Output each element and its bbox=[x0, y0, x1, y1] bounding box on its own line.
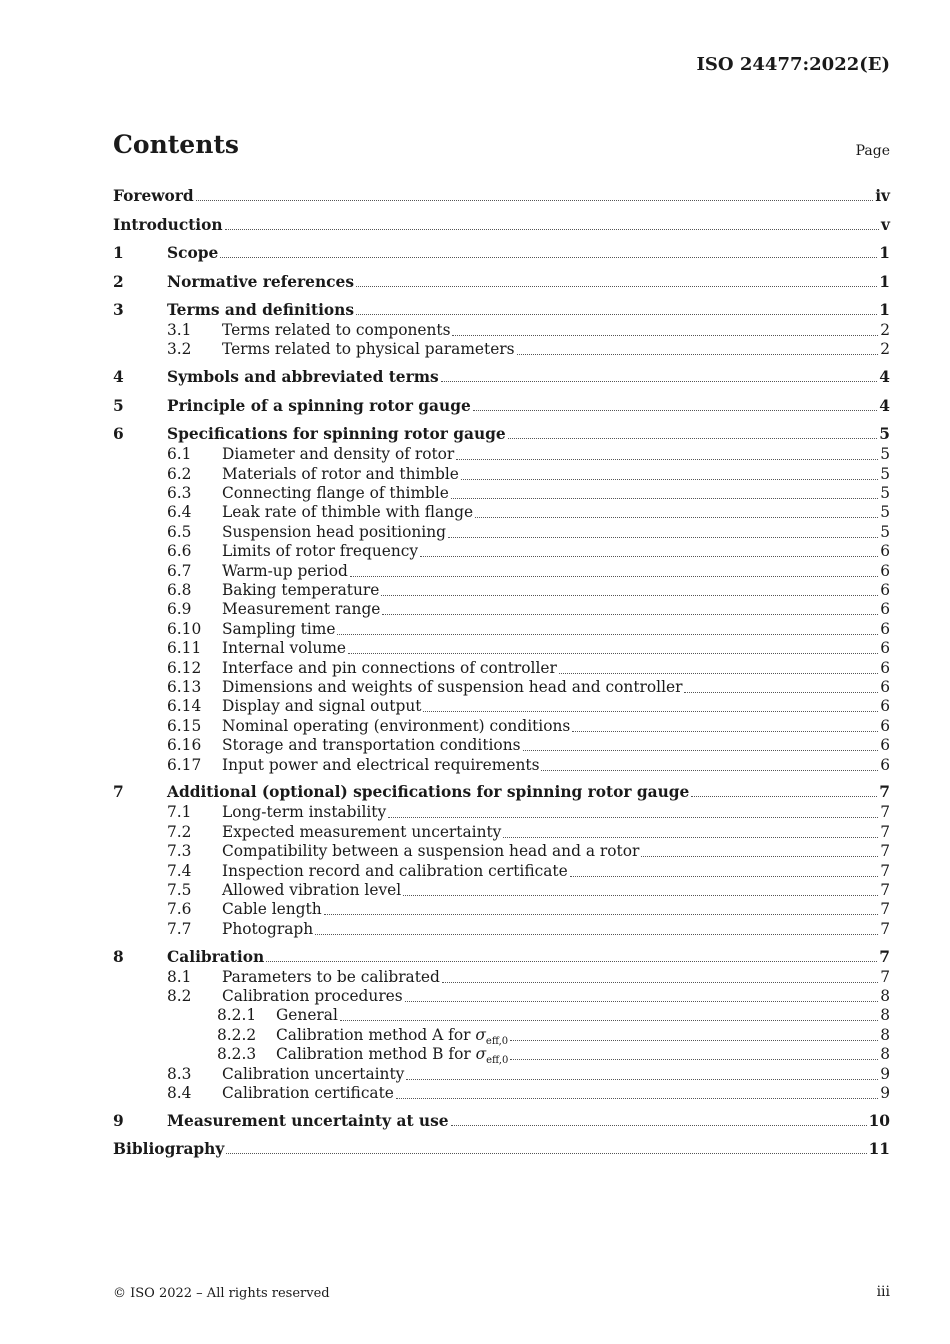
toc-entry-title: Calibration bbox=[167, 947, 265, 966]
dot-leader bbox=[510, 1045, 878, 1060]
toc-entry-number: 6.17 bbox=[167, 755, 202, 774]
toc-entry[interactable] bbox=[113, 340, 890, 359]
toc-entry-title: Foreword bbox=[113, 187, 194, 205]
toc-entry-number: 6.15 bbox=[167, 716, 202, 735]
toc-entry-title: Bibliography bbox=[113, 1140, 225, 1159]
toc-entry-title: Storage and transportation conditions bbox=[222, 736, 521, 755]
dot-leader bbox=[350, 562, 878, 577]
dot-leader bbox=[388, 803, 878, 818]
toc-entry-page: 9 bbox=[880, 1064, 890, 1083]
toc-entry-page: 6 bbox=[880, 561, 890, 580]
toc-entry[interactable] bbox=[113, 215, 890, 236]
toc-entry-title: Terms related to components bbox=[222, 321, 451, 339]
dot-leader bbox=[523, 736, 879, 751]
toc-entry-number: 6.10 bbox=[167, 619, 202, 638]
toc-entry-number: 6.16 bbox=[167, 736, 202, 755]
toc-entry[interactable] bbox=[113, 717, 890, 736]
toc-entry-number: 8.1 bbox=[167, 967, 192, 986]
dot-leader bbox=[266, 947, 877, 962]
toc-entry[interactable] bbox=[113, 272, 890, 293]
toc-entry-page: 5 bbox=[880, 445, 890, 464]
toc-entry[interactable] bbox=[113, 639, 890, 658]
dot-leader bbox=[508, 424, 878, 439]
toc-entry[interactable] bbox=[113, 678, 890, 697]
dot-leader bbox=[442, 968, 878, 983]
toc-entry[interactable] bbox=[113, 782, 890, 803]
toc-entry-page: 6 bbox=[880, 716, 890, 735]
toc-entry[interactable] bbox=[113, 562, 890, 581]
toc-entry[interactable] bbox=[113, 1084, 890, 1103]
toc-entry-page: 7 bbox=[880, 900, 890, 919]
toc-entry[interactable] bbox=[113, 1006, 890, 1025]
dot-leader bbox=[684, 678, 878, 693]
table-of-contents bbox=[113, 186, 890, 1160]
toc-entry-page: 5 bbox=[880, 503, 890, 522]
toc-entry-title: Photograph bbox=[222, 919, 314, 938]
dot-leader bbox=[381, 581, 878, 596]
dot-leader bbox=[382, 600, 878, 615]
toc-entry-number: 6.1 bbox=[167, 445, 192, 464]
toc-entry-page: 6 bbox=[880, 581, 890, 600]
toc-entry-page: 6 bbox=[880, 736, 890, 755]
toc-entry[interactable] bbox=[113, 947, 890, 968]
toc-entry-number: 6.7 bbox=[167, 561, 192, 580]
toc-entry-title: Measurement uncertainty at use bbox=[167, 1111, 449, 1130]
toc-entry-page: 5 bbox=[880, 522, 890, 541]
toc-entry[interactable] bbox=[113, 756, 890, 775]
dot-leader bbox=[503, 823, 878, 838]
toc-entry[interactable] bbox=[113, 484, 890, 503]
toc-entry[interactable] bbox=[113, 1139, 890, 1160]
toc-entry-page: 6 bbox=[880, 619, 890, 638]
toc-entry-title: Parameters to be calibrated bbox=[222, 967, 440, 986]
toc-entry[interactable] bbox=[113, 803, 890, 822]
dot-leader bbox=[406, 1065, 878, 1080]
symbol-subscript: eff,0 bbox=[486, 1055, 509, 1067]
toc-entry-title: Compatibility between a suspension head and a rotor bbox=[222, 842, 640, 861]
toc-entry-number: 6.4 bbox=[167, 503, 192, 522]
toc-entry-number: 8.3 bbox=[167, 1064, 192, 1083]
toc-entry[interactable] bbox=[113, 881, 890, 900]
toc-entry-title: Terms related to physical parameters bbox=[222, 340, 515, 359]
toc-entry-number: 9 bbox=[113, 1111, 124, 1130]
toc-entry[interactable] bbox=[113, 367, 890, 388]
toc-entry-title: Materials of rotor and thimble bbox=[222, 464, 459, 483]
toc-entry-title: Limits of rotor frequency bbox=[222, 542, 419, 561]
toc-entry[interactable] bbox=[113, 300, 890, 321]
toc-entry-title: Expected measurement uncertainty bbox=[222, 822, 502, 841]
toc-entry[interactable] bbox=[113, 697, 890, 716]
toc-entry-title: Symbols and abbreviated terms bbox=[167, 368, 439, 387]
dot-leader bbox=[396, 1084, 878, 1099]
dot-leader bbox=[324, 900, 879, 915]
toc-entry[interactable] bbox=[113, 1026, 890, 1045]
toc-entry-page: 6 bbox=[880, 639, 890, 658]
toc-entry-title: Additional (optional) specifications for spinning rotor gauge bbox=[167, 783, 690, 802]
toc-entry-page: 2 bbox=[880, 321, 890, 339]
toc-entry-number: 2 bbox=[113, 272, 124, 291]
toc-entry-number: 5 bbox=[113, 396, 124, 415]
dot-leader bbox=[337, 620, 878, 635]
toc-entry-title: Terms and definitions bbox=[167, 301, 355, 319]
toc-entry[interactable] bbox=[113, 465, 890, 484]
dot-leader bbox=[451, 1111, 867, 1126]
toc-entry[interactable] bbox=[113, 503, 890, 522]
toc-entry[interactable] bbox=[113, 321, 890, 340]
toc-entry-page: 8 bbox=[880, 987, 890, 1006]
page-column-label: Page bbox=[855, 143, 890, 159]
dot-leader bbox=[448, 523, 878, 538]
dot-leader bbox=[403, 881, 878, 896]
dot-leader bbox=[510, 1026, 878, 1041]
sigma-symbol: σ bbox=[475, 1045, 487, 1064]
toc-entry-page: 5 bbox=[880, 484, 890, 503]
toc-entry-title: Introduction bbox=[113, 215, 223, 234]
document-id: ISO 24477:2022(E) bbox=[696, 54, 890, 75]
dot-leader bbox=[220, 243, 877, 258]
dot-leader bbox=[517, 340, 879, 355]
toc-entry[interactable] bbox=[113, 620, 890, 639]
toc-entry-page: 9 bbox=[880, 1084, 890, 1102]
toc-entry-title: Interface and pin connections of controller bbox=[222, 658, 557, 677]
dot-leader bbox=[226, 1139, 866, 1154]
toc-entry-number: 7.3 bbox=[167, 842, 192, 861]
toc-entry-number: 6.6 bbox=[167, 542, 192, 561]
toc-entry-page: 6 bbox=[880, 600, 890, 619]
toc-entry-page: 7 bbox=[880, 919, 890, 938]
dot-leader bbox=[473, 396, 878, 411]
toc-entry-number: 3.1 bbox=[167, 321, 192, 339]
toc-entry-page: 7 bbox=[879, 783, 890, 802]
toc-entry-page: 7 bbox=[880, 880, 890, 899]
toc-entry[interactable] bbox=[113, 186, 890, 207]
toc-entry-page: 11 bbox=[868, 1140, 890, 1159]
dot-leader bbox=[196, 186, 874, 201]
toc-entry-number: 8.4 bbox=[167, 1084, 192, 1102]
dot-leader bbox=[572, 717, 878, 732]
dot-leader bbox=[423, 697, 878, 712]
toc-entry-number: 6.5 bbox=[167, 522, 192, 541]
toc-entry[interactable] bbox=[113, 581, 890, 600]
toc-entry-number: 7.5 bbox=[167, 880, 192, 899]
toc-entry-number: 6.9 bbox=[167, 600, 192, 619]
toc-entry-number: 8.2.2 bbox=[217, 1025, 257, 1044]
toc-entry[interactable] bbox=[113, 396, 890, 417]
toc-entry-title: Calibration certificate bbox=[222, 1084, 394, 1102]
toc-entry-page: 7 bbox=[879, 947, 890, 966]
toc-entry-title: Diameter and density of rotor bbox=[222, 445, 455, 464]
toc-entry-number: 8 bbox=[113, 947, 124, 966]
toc-entry-page: 5 bbox=[880, 464, 890, 483]
toc-entry-page: 6 bbox=[880, 542, 890, 561]
toc-entry[interactable] bbox=[113, 659, 890, 678]
toc-entry-title: Baking temperature bbox=[222, 581, 380, 600]
toc-entry-page: v bbox=[881, 215, 890, 234]
page-title: Contents bbox=[113, 130, 240, 159]
toc-entry-number: 3.2 bbox=[167, 340, 192, 359]
toc-entry[interactable] bbox=[113, 823, 890, 842]
toc-entry[interactable] bbox=[113, 987, 890, 1006]
toc-entry-title: Normative references bbox=[167, 272, 354, 291]
toc-entry-title: Internal volume bbox=[222, 639, 347, 658]
toc-entry-page: 8 bbox=[880, 1045, 890, 1064]
symbol-subscript: eff,0 bbox=[485, 1035, 509, 1047]
dot-leader bbox=[452, 321, 878, 336]
toc-entry-title: Specifications for spinning rotor gauge bbox=[167, 425, 506, 444]
toc-entry-number: 7.7 bbox=[167, 919, 192, 938]
toc-entry-number: 6.2 bbox=[167, 464, 192, 483]
toc-entry-page: 7 bbox=[880, 822, 890, 841]
toc-entry[interactable] bbox=[113, 523, 890, 542]
toc-entry-title: Nominal operating (environment) conditions bbox=[222, 716, 571, 735]
toc-entry-number: 6.12 bbox=[167, 658, 202, 677]
toc-entry-page: 1 bbox=[879, 244, 890, 262]
toc-entry-page: 6 bbox=[880, 755, 890, 774]
toc-entry-number: 7.6 bbox=[167, 900, 192, 919]
toc-entry-title: Warm-up period bbox=[222, 561, 348, 580]
toc-entry[interactable] bbox=[113, 243, 890, 264]
toc-entry[interactable] bbox=[113, 445, 890, 464]
toc-entry-title: Long-term instability bbox=[222, 803, 387, 822]
dot-leader bbox=[225, 215, 879, 230]
toc-entry-page: 2 bbox=[880, 340, 890, 359]
toc-entry-number: 3 bbox=[113, 301, 124, 319]
dot-leader bbox=[451, 484, 878, 499]
dot-leader bbox=[461, 465, 878, 480]
toc-entry-page: iv bbox=[875, 187, 890, 205]
dot-leader bbox=[420, 542, 878, 557]
toc-entry-title: Inspection record and calibration certificate bbox=[222, 861, 568, 880]
dot-leader bbox=[541, 756, 878, 771]
dot-leader bbox=[315, 920, 878, 935]
toc-entry-page: 5 bbox=[879, 425, 890, 444]
toc-entry-title: Input power and electrical requirements bbox=[222, 755, 540, 774]
dot-leader bbox=[356, 272, 877, 287]
toc-entry-number: 8.2.1 bbox=[217, 1006, 257, 1025]
toc-entry-page: 7 bbox=[880, 967, 890, 986]
toc-entry-title: Display and signal output bbox=[222, 697, 422, 716]
dot-leader bbox=[475, 503, 878, 518]
toc-entry-page: 4 bbox=[879, 396, 890, 415]
toc-entry[interactable] bbox=[113, 862, 890, 881]
toc-entry-page: 8 bbox=[880, 1025, 890, 1044]
toc-entry-title: Connecting flange of thimble bbox=[222, 484, 449, 503]
toc-entry-number: 6.14 bbox=[167, 697, 202, 716]
toc-entry-page: 7 bbox=[880, 803, 890, 822]
sigma-symbol: σ bbox=[475, 1025, 486, 1044]
toc-entry-title: Leak rate of thimble with flange bbox=[222, 503, 474, 522]
dot-leader bbox=[340, 1006, 878, 1021]
toc-entry-title: Cable length bbox=[222, 900, 322, 919]
dot-leader bbox=[570, 862, 879, 877]
dot-leader bbox=[691, 782, 877, 797]
toc-entry-number: 6 bbox=[113, 425, 124, 444]
toc-entry[interactable] bbox=[113, 968, 890, 987]
toc-entry[interactable] bbox=[113, 900, 890, 919]
toc-entry-number: 7.1 bbox=[167, 803, 192, 822]
toc-entry[interactable] bbox=[113, 542, 890, 561]
toc-entry-title: Allowed vibration level bbox=[222, 880, 402, 899]
toc-entry-title: Principle of a spinning rotor gauge bbox=[167, 396, 471, 415]
toc-entry[interactable] bbox=[113, 1111, 890, 1132]
dot-leader bbox=[456, 445, 878, 460]
toc-entry[interactable] bbox=[113, 600, 890, 619]
toc-entry[interactable] bbox=[113, 424, 890, 445]
toc-entry-title: General bbox=[276, 1006, 338, 1025]
toc-entry-number: 8.2 bbox=[167, 987, 192, 1006]
toc-entry-page: 4 bbox=[879, 368, 890, 387]
toc-entry-page: 6 bbox=[880, 658, 890, 677]
toc-entry-number: 7.2 bbox=[167, 822, 192, 841]
toc-entry[interactable] bbox=[113, 1065, 890, 1084]
toc-entry-title: Scope bbox=[167, 244, 219, 262]
dot-leader bbox=[405, 987, 879, 1002]
toc-entry[interactable] bbox=[113, 736, 890, 755]
dot-leader bbox=[641, 842, 878, 857]
dot-leader bbox=[356, 300, 877, 315]
dot-leader bbox=[348, 639, 878, 654]
toc-entry-title: Sampling time bbox=[222, 619, 336, 638]
toc-entry-page: 6 bbox=[880, 697, 890, 716]
dot-leader bbox=[441, 367, 878, 382]
toc-entry-number: 6.11 bbox=[167, 639, 202, 658]
toc-entry-number: 6.3 bbox=[167, 484, 192, 503]
toc-entry-page: 10 bbox=[868, 1111, 890, 1130]
toc-entry-title: Calibration uncertainty bbox=[222, 1064, 405, 1083]
dot-leader bbox=[559, 659, 878, 674]
toc-entry-number: 6.13 bbox=[167, 677, 202, 696]
toc-entry-number: 8.2.3 bbox=[217, 1045, 257, 1064]
toc-entry-title: Suspension head positioning bbox=[222, 522, 446, 541]
toc-entry-number: 7 bbox=[113, 783, 124, 802]
toc-entry-page: 7 bbox=[880, 861, 890, 880]
toc-entry-number: 7.4 bbox=[167, 861, 192, 880]
toc-entry-page: 6 bbox=[880, 677, 890, 696]
toc-entry-number: 6.8 bbox=[167, 581, 192, 600]
toc-entry-page: 7 bbox=[880, 842, 890, 861]
toc-entry[interactable] bbox=[113, 920, 890, 939]
toc-entry-title: Calibration method B for $\sigma_{eff,0}$ bbox=[276, 1045, 509, 1067]
toc-entry-page: 1 bbox=[879, 301, 890, 319]
toc-entry-title: Measurement range bbox=[222, 600, 381, 619]
toc-entry-title: Dimensions and weights of suspension head and controller bbox=[222, 677, 683, 696]
copyright-notice: © ISO 2022 – All rights reserved bbox=[113, 1286, 330, 1301]
toc-entry-number: 1 bbox=[113, 244, 124, 262]
toc-entry[interactable] bbox=[113, 1045, 890, 1067]
toc-entry[interactable] bbox=[113, 842, 890, 861]
toc-entry-page: 8 bbox=[880, 1006, 890, 1025]
toc-entry-page: 1 bbox=[879, 272, 890, 291]
toc-entry-title: Calibration method A for $\sigma_{eff,0}$ bbox=[276, 1025, 509, 1047]
toc-entry-title: Calibration procedures bbox=[222, 987, 403, 1006]
page-number: iii bbox=[876, 1284, 890, 1300]
toc-entry-number: 4 bbox=[113, 368, 124, 387]
